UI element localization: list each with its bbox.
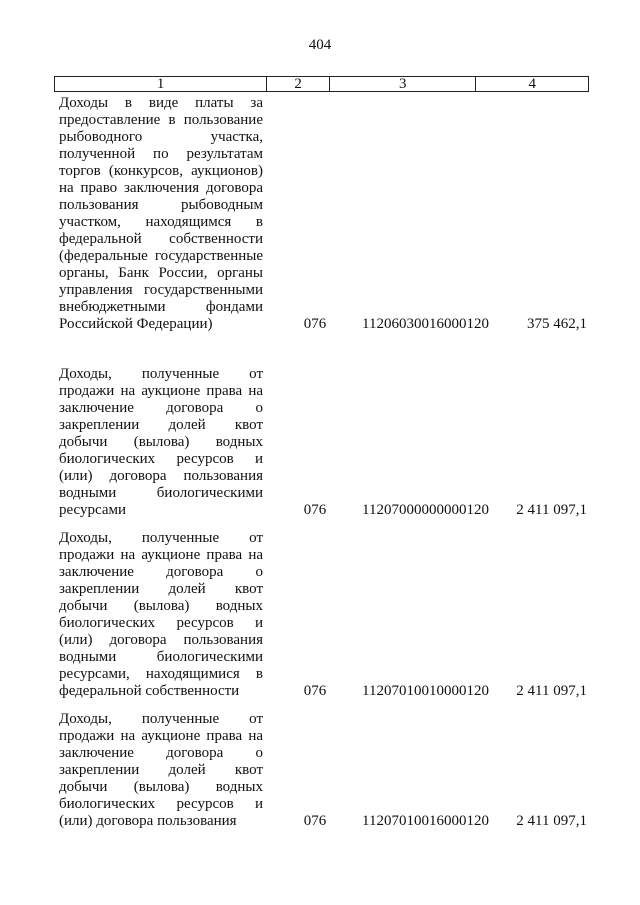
row-description: Доходы, полученные от продажи на аукционе права на заключение договора о закреплении долей квот добычи (вылова) водных биологических ресурсов и (или) договора пользования <box>59 711 263 829</box>
row-admin-code: 076 <box>303 683 327 699</box>
table-header <box>54 76 589 92</box>
row-amount: 2 411 097,1 <box>516 683 587 699</box>
row-amount: 375 462,1 <box>527 316 587 332</box>
row-budget-code: 11207010010000120 <box>362 683 489 699</box>
page-number: 404 <box>308 37 332 53</box>
row-description: Доходы, полученные от продажи на аукционе права на заключение договора о закреплении долей квот добычи (вылова) водных биологических ресурсов и (или) договора пользования водными биологическими ресурсами <box>59 366 263 518</box>
row-amount: 2 411 097,1 <box>516 502 587 518</box>
row-budget-code: 11206030016000120 <box>362 316 489 332</box>
row-admin-code: 076 <box>303 502 327 518</box>
table-row <box>59 95 589 333</box>
row-admin-code: 076 <box>303 316 327 332</box>
table-row <box>59 530 589 700</box>
row-budget-code: 11207010016000120 <box>362 813 489 829</box>
row-description: Доходы в виде платы за предоставление в пользование рыбоводного участка, полученной по результатам торгов (конкурсов, аукционов) на право заключения договора пользования рыбоводным участком, находящимся в федеральной собственности (федеральные государственные органы, Банк России, органы управления государственными внебюджетными фондами Российской Федерации) <box>59 95 263 332</box>
row-budget-code: 11207000000000120 <box>362 502 489 518</box>
table-row <box>59 711 589 830</box>
table-row <box>59 366 589 519</box>
column-header-3: 3 <box>330 77 476 91</box>
row-amount: 2 411 097,1 <box>516 813 587 829</box>
row-description: Доходы, полученные от продажи на аукционе права на заключение договора о закреплении долей квот добычи (вылова) водных биологических ресурсов и (или) договора пользования водными биологическими ресурсами, находящимися в федеральной собственности <box>59 530 263 699</box>
column-header-4: 4 <box>528 76 536 92</box>
column-header-1: 1 <box>55 77 267 91</box>
column-header-2: 2 <box>267 77 330 91</box>
row-admin-code: 076 <box>303 813 327 829</box>
